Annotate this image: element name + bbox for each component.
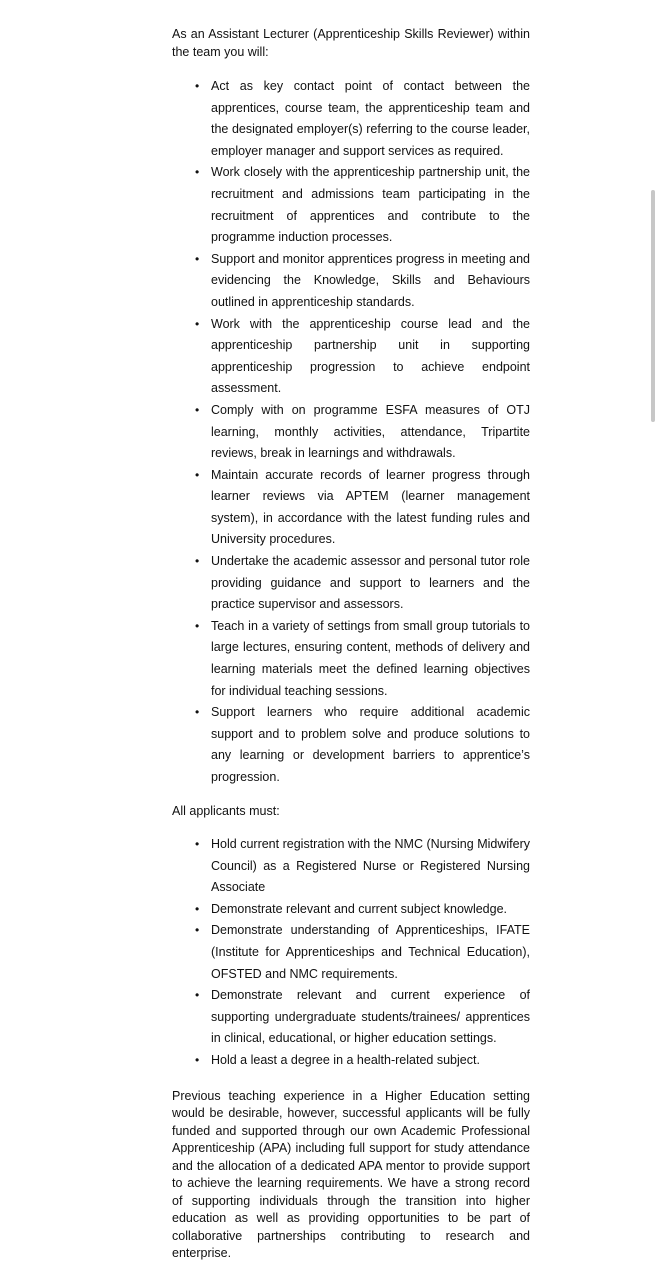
bullet-icon: • (195, 467, 200, 482)
requirements-list (172, 834, 530, 1072)
requirement-item (195, 834, 530, 899)
duty-text: Work closely with the apprenticeship partnership unit, the recruitment and admissions team participating in the recruitment of apprentices and contribute to the programme induction processes. (211, 165, 530, 245)
requirement-item (195, 1050, 530, 1072)
bullet-icon: • (195, 402, 200, 417)
bullet-icon: • (195, 988, 200, 1003)
document-body (172, 26, 530, 1263)
duty-item (195, 76, 530, 162)
closing-paragraph: Previous teaching experience in a Higher Education setting would be desirable, however, successful applicants will be fully funded and supported through our own Academic Professional Apprenticeship (APA) including full support for study attendance and the allocation of a dedicated APA mentor to provide support to achieve the learning requirements. We have a strong record of supporting individuals through the transition into higher education as well as providing opportunities to be part of collaborative partnerships contributing to research and enterprise. (172, 1088, 530, 1261)
duties-list (172, 76, 530, 789)
requirement-item (195, 920, 530, 985)
bullet-icon: • (195, 1053, 200, 1068)
requirement-text: Hold current registration with the NMC (Nursing Midwifery Council) as a Registered Nurse or Registered Nursing Associate (211, 837, 530, 895)
duty-text: Undertake the academic assessor and personal tutor role providing guidance and support to learners and the practice supervisor and assessors. (211, 554, 530, 612)
duty-item (195, 162, 530, 248)
bullet-icon: • (195, 901, 200, 916)
duty-item (195, 400, 530, 465)
requirement-text: Demonstrate relevant and current experience of supporting undergraduate students/trainees/ apprentices in clinical, educational, or higher education settings. (211, 988, 530, 1046)
bullet-icon: • (195, 316, 200, 331)
duty-item (195, 465, 530, 551)
duty-item (195, 616, 530, 702)
duty-text: Comply with on programme ESFA measures of OTJ learning, monthly activities, attendance, Tripartite reviews, break in learnings and withdrawals. (211, 402, 530, 461)
duty-text: Support and monitor apprentices progress in meeting and evidencing the Knowledge, Skills and Behaviours outlined in apprenticeship standards. (211, 251, 530, 309)
duty-text: Work with the apprenticeship course lead and the apprenticeship partnership unit in supporting apprenticeship progression to achieve endpoint assessment. (211, 316, 530, 396)
requirement-item (195, 985, 530, 1050)
bullet-icon: • (195, 554, 200, 569)
duty-text: Teach in a variety of settings from small group tutorials to large lectures, ensuring content, methods of delivery and learning materials meet the defined learning objectives for individual teaching sessions. (211, 618, 530, 698)
bullet-icon: • (195, 923, 200, 938)
requirement-text: Demonstrate understanding of Apprenticeships, IFATE (Institute for Apprenticeships and Technical Education), OFSTED and NMC requirements. (211, 923, 530, 981)
duty-item (195, 551, 530, 616)
duty-item (195, 702, 530, 788)
requirement-text: Hold a least a degree in a health-related subject. (211, 1053, 480, 1068)
bullet-icon: • (195, 618, 200, 633)
applicants-heading: All applicants must: (172, 803, 280, 818)
bullet-icon: • (195, 251, 200, 266)
bullet-icon: • (195, 79, 200, 93)
bullet-icon: • (195, 837, 200, 852)
bullet-icon: • (195, 705, 200, 720)
requirement-text: Demonstrate relevant and current subject knowledge. (211, 901, 507, 916)
scrollbar-thumb[interactable] (651, 190, 655, 422)
duty-text: Maintain accurate records of learner progress through learner reviews via APTEM (learner management system), in accordance with the latest funding rules and University procedures. (211, 467, 530, 547)
requirement-item (195, 899, 530, 921)
intro-paragraph: As an Assistant Lecturer (Apprenticeship Skills Reviewer) within the team you will: (172, 27, 530, 59)
duty-text: Act as key contact point of contact between the apprentices, course team, the apprenticeship team and the designated employer(s) referring to the course leader, employer manager and support services as required. (211, 79, 530, 158)
duty-item (195, 314, 530, 400)
duty-text: Support learners who require additional academic support and to problem solve and produce solutions to any learning or development barriers to apprentice’s progression. (211, 705, 530, 784)
bullet-icon: • (195, 165, 200, 180)
duty-item (195, 249, 530, 314)
